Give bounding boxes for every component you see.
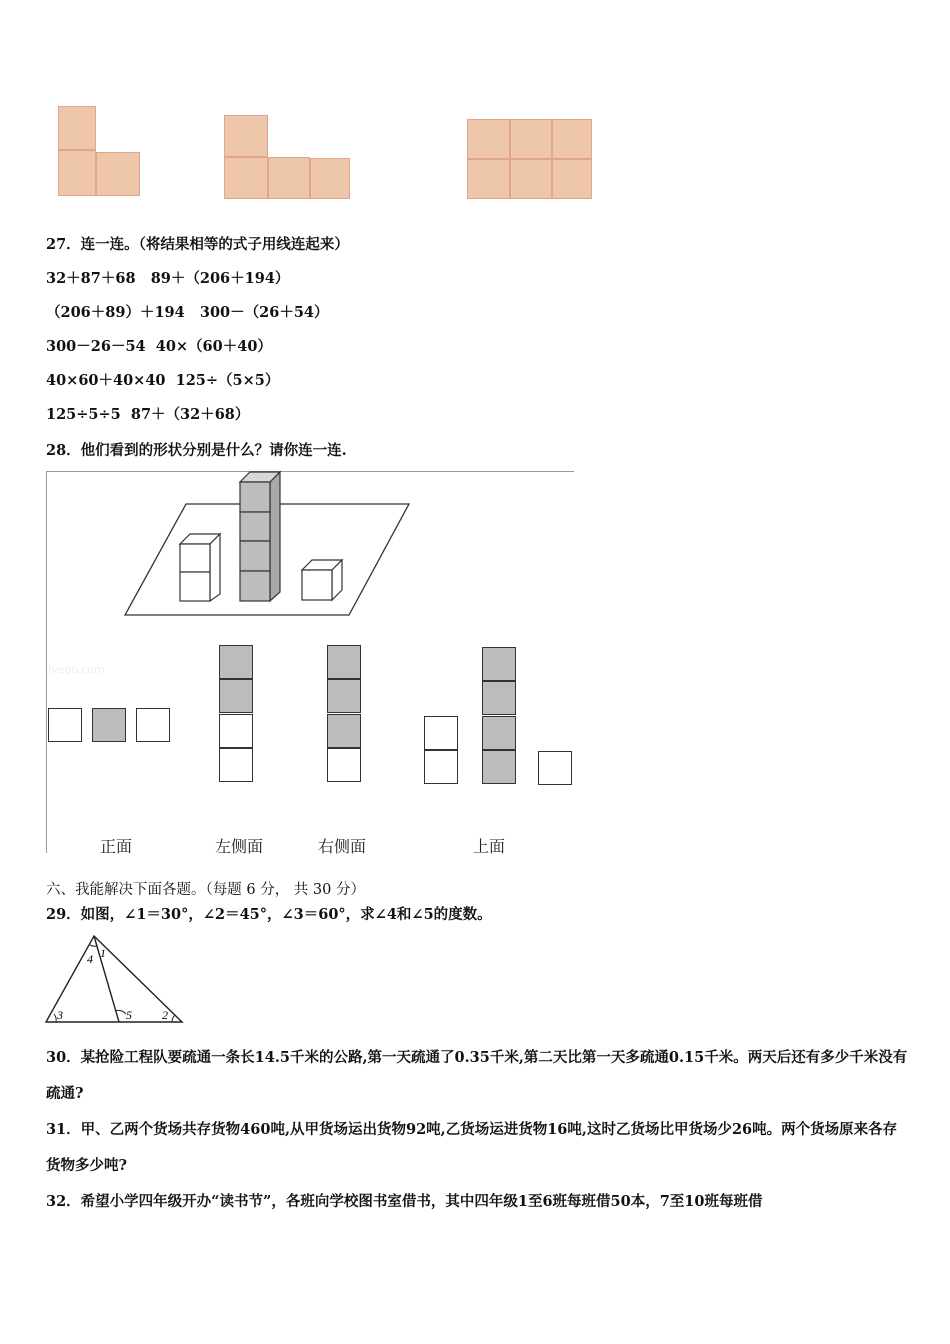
shape-square (510, 119, 552, 159)
view-label-right: 右侧面 (318, 837, 367, 856)
q28-title: 28．他们看到的形状分别是什么？请你连一连. (46, 442, 347, 459)
view-square (219, 748, 253, 782)
angle-label: 1 (100, 946, 106, 960)
watermark: Jyeoo.com (48, 663, 105, 676)
q27-row (46, 405, 249, 425)
shape-square (552, 119, 592, 159)
view-label-top: 上面 (473, 837, 506, 856)
view-square (327, 679, 361, 713)
view-square (219, 679, 253, 713)
shape-square (96, 152, 140, 196)
view-square (136, 708, 170, 742)
view-square (48, 708, 82, 742)
q27-right-expr: 300－（26＋54） (199, 304, 329, 321)
view-label-front: 正面 (100, 837, 133, 856)
q27-row (46, 337, 272, 357)
view-square (327, 748, 361, 782)
triangle-diagram (40, 932, 190, 1028)
section-6-heading: 六、我能解决下面各题。（每题 6 分， 共 30 分） (46, 882, 365, 898)
q27-left-expr: 300－26－54 (46, 338, 146, 355)
angle-label: 2 (162, 1008, 168, 1022)
view-square (219, 714, 253, 748)
shape-square (58, 106, 96, 150)
q27-row (46, 303, 329, 323)
view-square (482, 647, 516, 681)
cube-arrangement-illustration (46, 466, 576, 616)
angle-label: 4 (87, 952, 93, 966)
q27-left-expr: （206＋89）＋194 (46, 304, 185, 321)
q27-left-expr: 32＋87＋68 (46, 270, 136, 287)
q27-row (46, 269, 289, 289)
view-square (538, 751, 572, 785)
view-square (424, 716, 458, 750)
q27-row (46, 371, 279, 391)
shape-square (510, 159, 552, 199)
shape-square (268, 157, 310, 199)
q31-text: 31．甲、乙两个货场共存货物460吨,从甲货场运出货物92吨,乙货场运进货物16吨,这时乙货场比甲货场少26吨。两个货场原来各存货物多少吨? (46, 1121, 898, 1174)
view-square (482, 681, 516, 715)
shape-square (224, 115, 268, 157)
view-label-left: 左侧面 (215, 837, 264, 856)
shape-square (310, 158, 350, 199)
q27-left-expr: 125÷5÷5 (46, 406, 121, 423)
shape-square (467, 119, 510, 159)
q27-right-expr: 87＋（32＋68） (130, 406, 250, 423)
view-square (92, 708, 126, 742)
view-square (327, 714, 361, 748)
shape-square (224, 157, 268, 199)
q27-right-expr: 89＋（206＋194） (150, 270, 290, 287)
shape-square (552, 159, 592, 199)
shape-square (58, 150, 96, 196)
shape-square (467, 159, 510, 199)
q27-title: 27．连一连。（将结果相等的式子用线连起来） (46, 236, 349, 253)
angle-label: 5 (126, 1008, 132, 1022)
view-square (482, 716, 516, 750)
q30-text: 30．某抢险工程队要疏通一条长14.5千米的公路,第一天疏通了0.35千米,第二天比第一天多疏通0.15千米。两天后还有多少千米没有疏通? (46, 1049, 908, 1102)
angle-label: 3 (57, 1008, 63, 1022)
view-square (482, 750, 516, 784)
view-square (219, 645, 253, 679)
q27-left-expr: 40×60＋40×40 (46, 372, 166, 389)
q32-text: 32．希望小学四年级开办“读书节”，各班向学校图书室借书，其中四年级1至6班每班借50本，7至10班每班借 (46, 1193, 763, 1210)
view-square (424, 750, 458, 784)
q27-right-expr: 40×（60＋40） (155, 338, 272, 355)
view-square (327, 645, 361, 679)
q27-right-expr: 125÷（5×5） (175, 372, 280, 389)
q29-text: 29．如图，∠1＝30°，∠2＝45°，∠3＝60°，求∠4和∠5的度数。 (46, 906, 492, 923)
